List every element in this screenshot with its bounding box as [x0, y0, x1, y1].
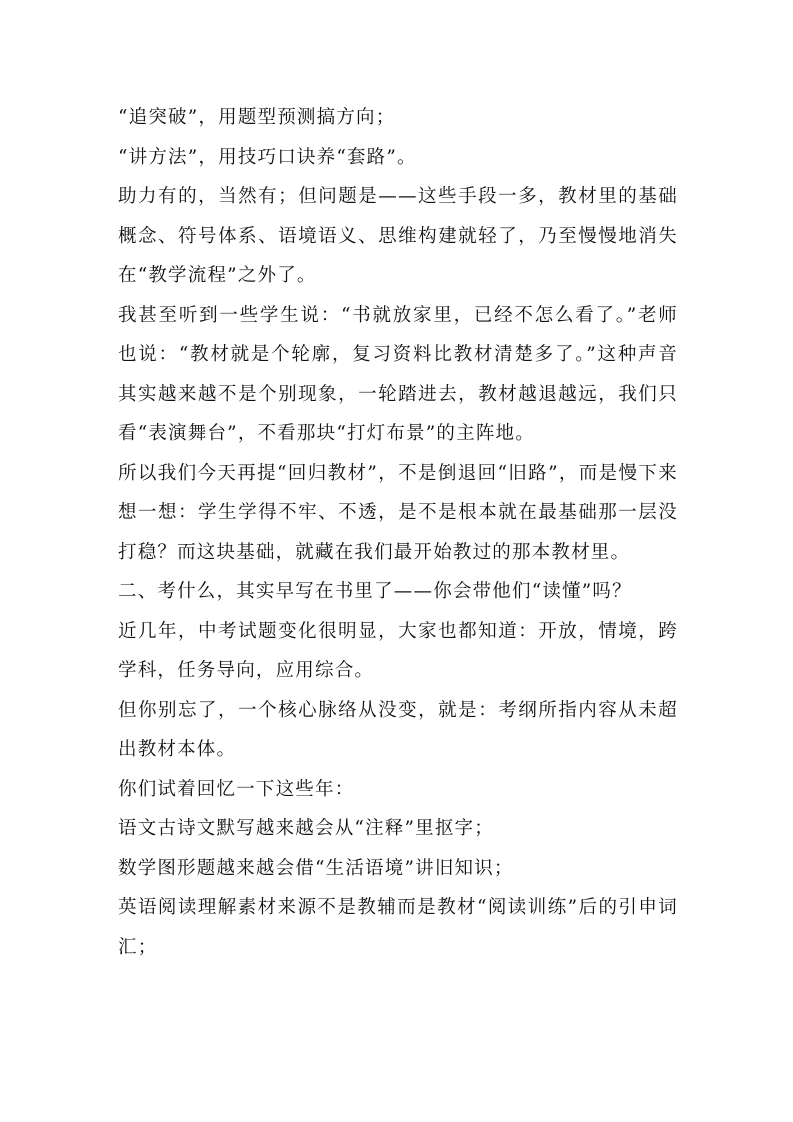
paragraph-2: “讲方法”，用技巧口诀养“套路”。	[118, 146, 417, 168]
paragraph-7: 近几年，中考试题变化很明显，大家也都知道：开放，情境，跨学科，任务导向，应用综合。	[118, 620, 678, 681]
paragraph-8: 但你别忘了，一个核心脉络从没变，就是：考纲所指内容从未超出教材本体。	[118, 699, 678, 760]
paragraph-5: 所以我们今天再提“回归教材”，不是倒退回“旧路”，而是慢下来想一想：学生学得不牢、不透，是不是根本就在最基础那一层没打稳？而这块基础，就藏在我们最开始教过的那本教材里。	[118, 462, 678, 563]
paragraph-3: 助力有的，当然有；但问题是——这些手段一多，教材里的基础概念、符号体系、语境语义、思维构建就轻了，乃至慢慢地消失在“教学流程”之外了。	[118, 186, 678, 286]
paragraph-9: 你们试着回忆一下这些年：	[118, 778, 355, 800]
document-body	[118, 98, 678, 967]
paragraph-12: 英语阅读理解素材来源不是教辅而是教材“阅读训练”后的引申词汇；	[118, 897, 678, 958]
paragraph-4: 我甚至听到一些学生说：“书就放家里，已经不怎么看了。”老师也说：“教材就是个轮廓，复习资料比教材清楚多了。”这种声音其实越来越不是个别现象，一轮踏进去，教材越退越远，我们只看“表演舞台”，不看那块“打灯布景”的主阵地。	[118, 304, 678, 444]
section-heading: 二、考什么，其实早写在书里了——你会带他们“读懂”吗？	[118, 581, 632, 602]
paragraph-11: 数学图形题越来越会借“生活语境”讲旧知识；	[118, 857, 514, 879]
paragraph-10: 语文古诗文默写越来越会从“注释”里抠字；	[118, 818, 494, 839]
paragraph-1: “追突破”，用题型预测搞方向；	[118, 107, 396, 128]
